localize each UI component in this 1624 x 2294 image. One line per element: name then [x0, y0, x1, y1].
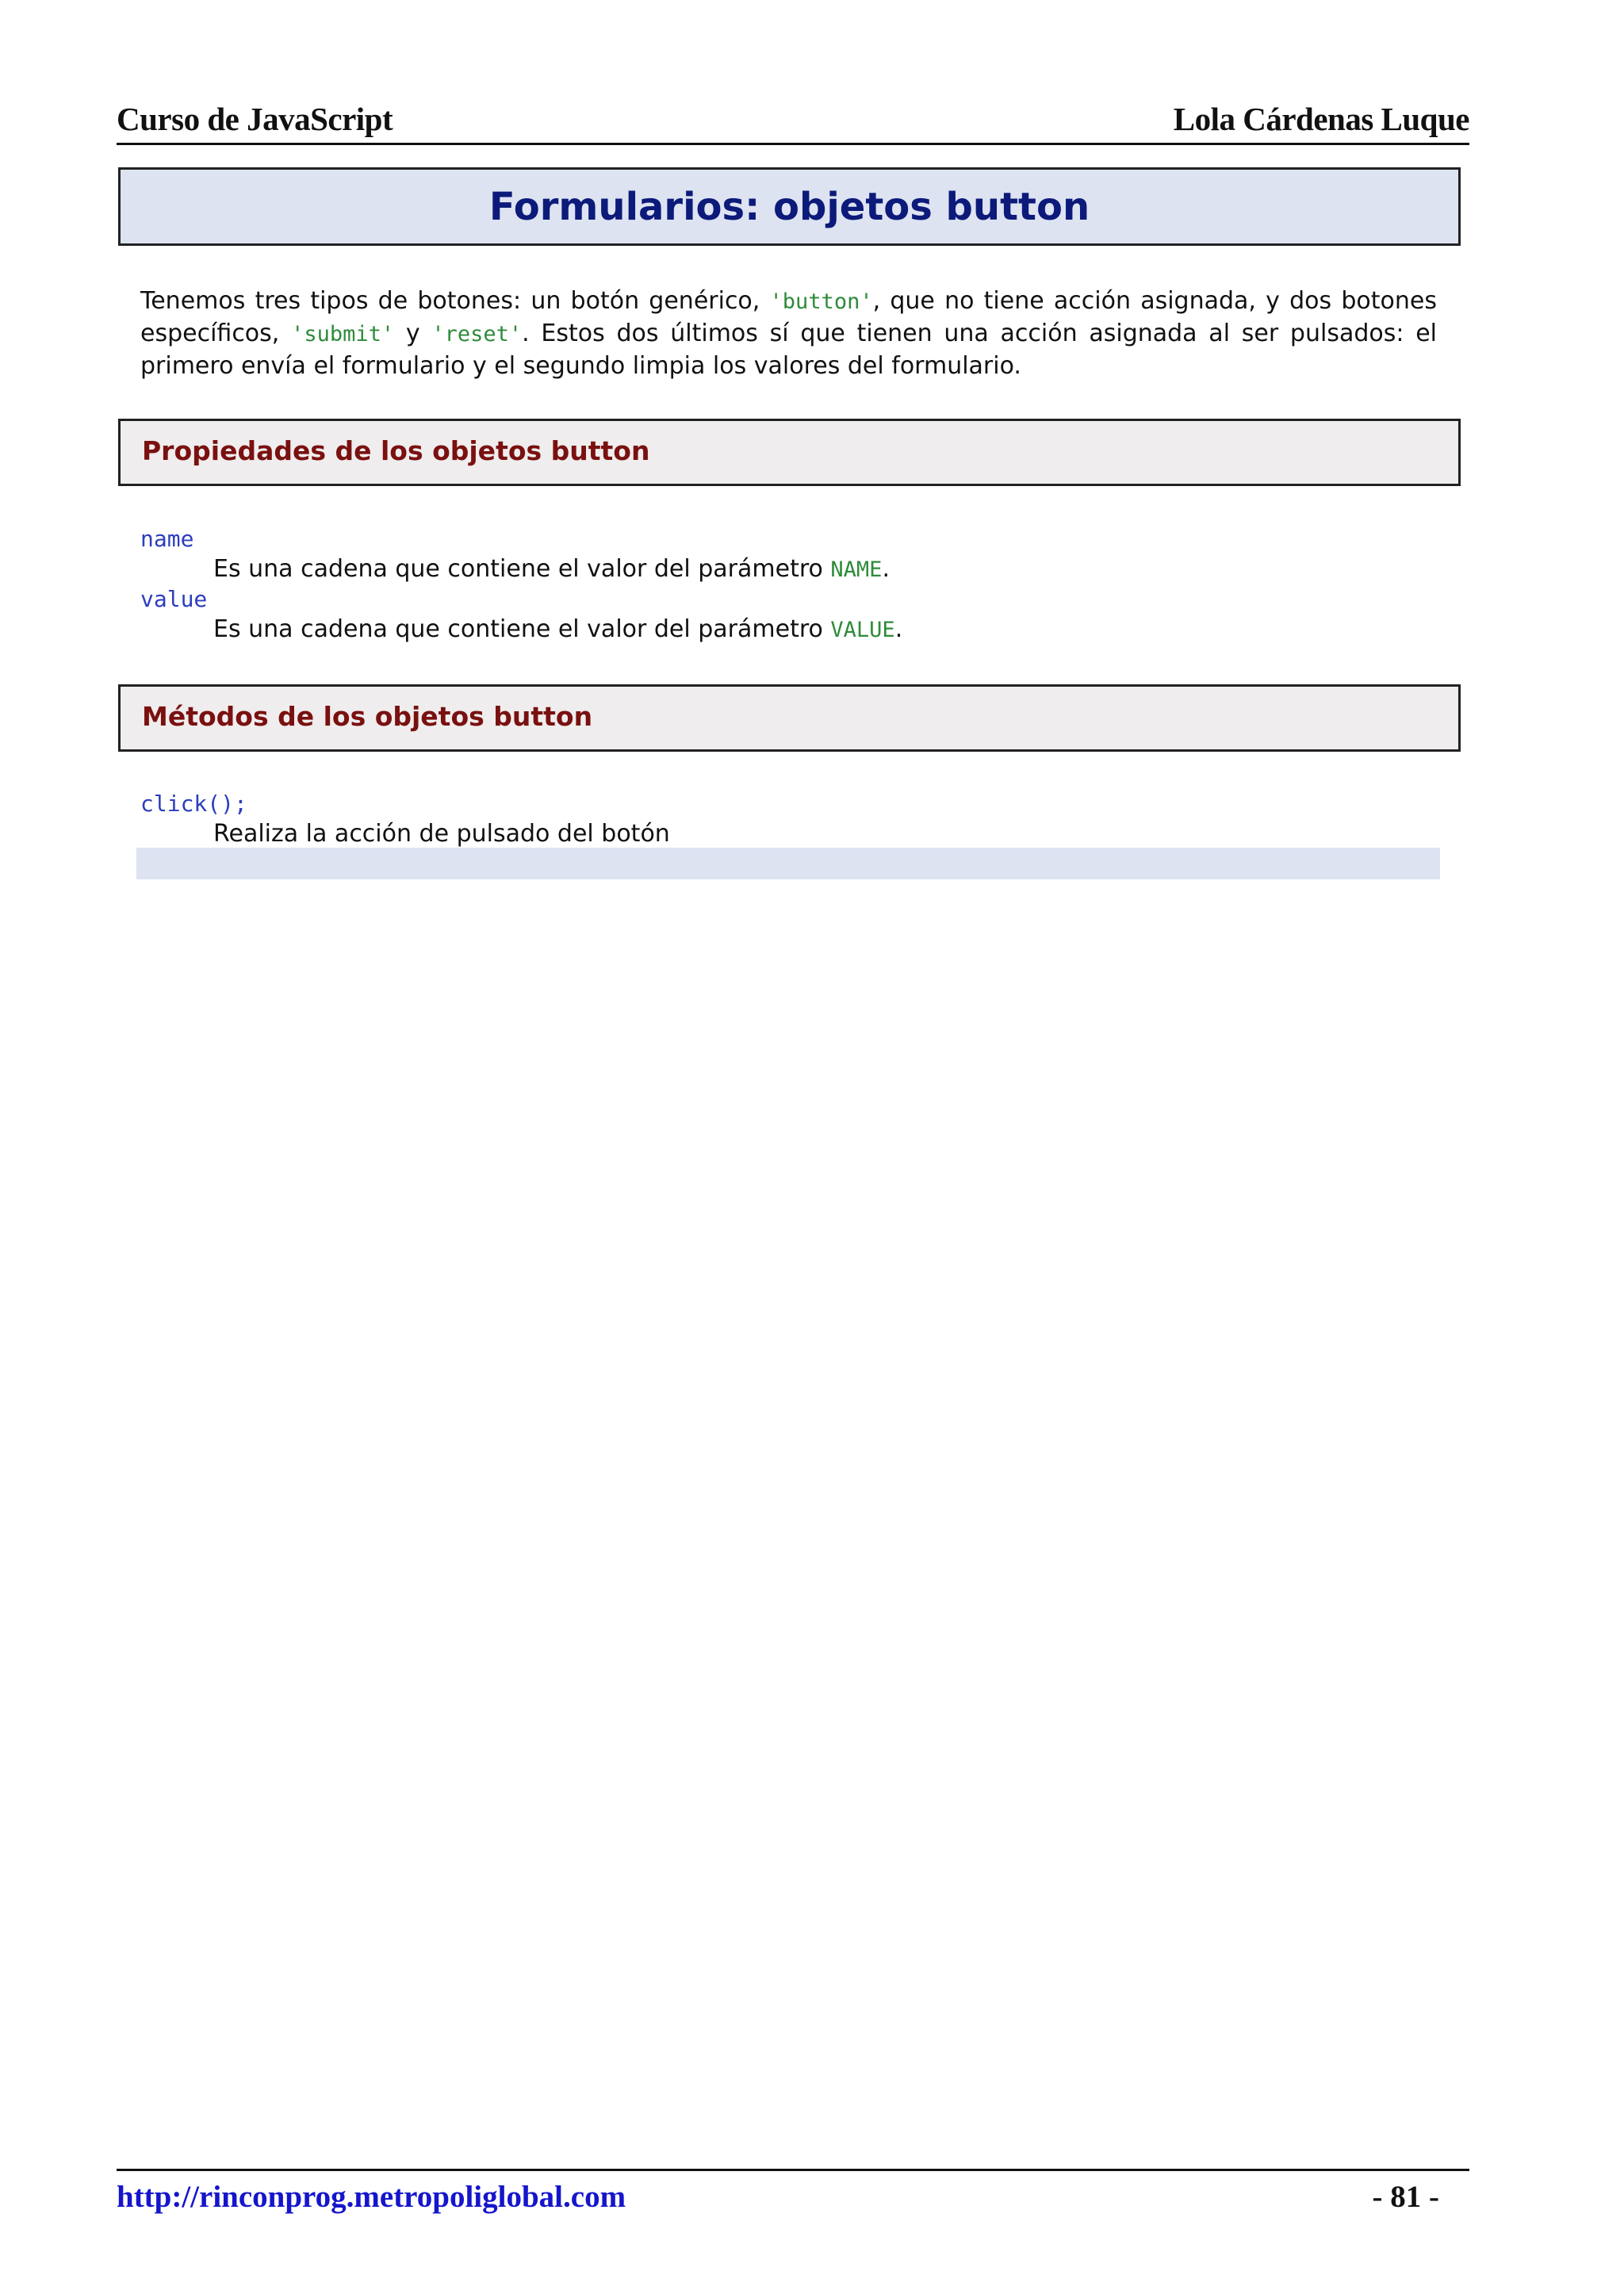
method-term: click(); — [140, 791, 247, 817]
course-title: Curso de JavaScript — [117, 101, 393, 137]
website-link[interactable]: http://rinconprog.metropoliglobal.com — [117, 2180, 626, 2214]
property-term: name — [140, 526, 194, 552]
methods-section-header — [118, 684, 1461, 752]
intro-text-4: . Estos dos últimos sí que tienen una acción asignada al ser pulsados: el primero envía el formulario y el segundo limpia los valores del formulario. — [140, 320, 1437, 380]
page-footer — [117, 2169, 1469, 2219]
code-submit: 'submit' — [291, 322, 395, 347]
property-description — [140, 614, 1441, 646]
property-name-entry — [140, 525, 1441, 586]
property-description — [140, 553, 1441, 586]
page-number: - 81 - — [1372, 2180, 1439, 2214]
code-button: 'button' — [769, 289, 873, 314]
property-description-end: . — [882, 555, 890, 583]
page-header — [117, 94, 1469, 145]
properties-heading: Propiedades de los objetos button — [142, 435, 650, 466]
chapter-title-box — [118, 167, 1461, 246]
property-description-end: . — [894, 615, 903, 643]
property-value-entry — [140, 585, 1441, 646]
property-description-text: Es una cadena que contiene el valor del parámetro — [213, 555, 831, 583]
author-name: Lola Cárdenas Luque — [1173, 101, 1469, 137]
property-term: value — [140, 586, 208, 612]
property-code: NAME — [830, 557, 883, 582]
intro-text-2: , que no tiene acción asignada, y dos botones específicos, — [140, 287, 1437, 347]
chapter-title: Formularios: objetos button — [488, 184, 1090, 229]
methods-heading: Métodos de los objetos button — [142, 701, 593, 732]
intro-paragraph — [140, 285, 1437, 382]
intro-text-1: Tenemos tres tipos de botones: un botón genérico, — [140, 287, 770, 315]
property-description-text: Es una cadena que contiene el valor del parámetro — [213, 615, 831, 643]
code-reset: 'reset' — [431, 322, 523, 347]
method-description: Realiza la acción de pulsado del botón — [213, 820, 670, 848]
section-end-bar — [136, 848, 1440, 879]
property-code: VALUE — [830, 618, 895, 642]
intro-text-3: y — [394, 320, 432, 347]
properties-section-header — [118, 419, 1461, 486]
method-click-entry — [140, 790, 1441, 850]
